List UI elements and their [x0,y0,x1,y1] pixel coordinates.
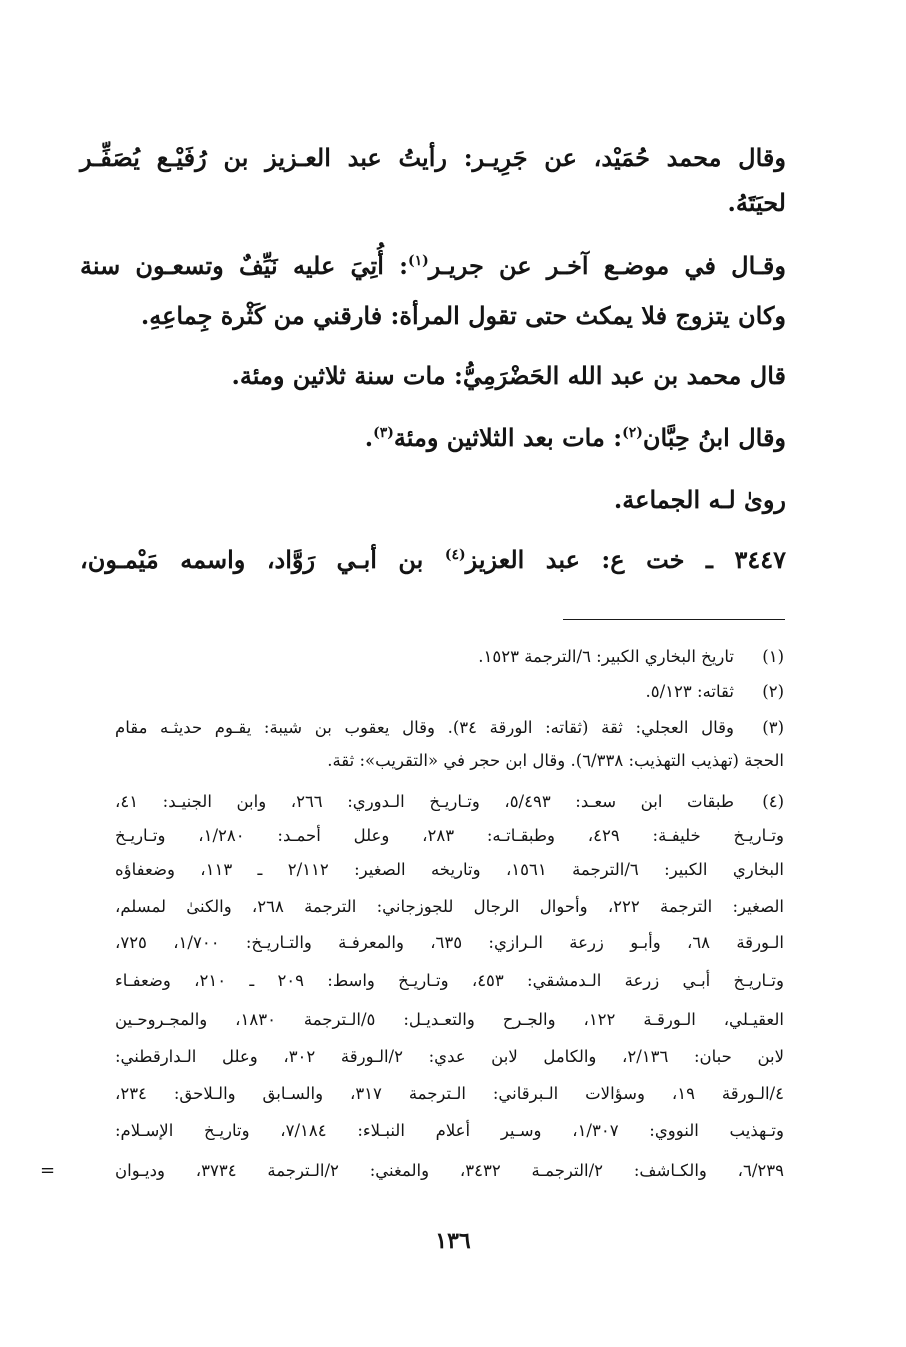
footnote-4-line: وتـاريـخ خليفـة: ٤٢٩، وطبقـاتـه: ٢٨٣، وعلل أحمـد: ١/٢٨٠، وتـاريـخ [115,826,785,845]
footnote-number-3: (٣) [762,718,784,737]
footnote-4-line: البخاري الكبير: ٦/الترجمة ١٥٦١، وتاريخه الصغير: ٢/١١٢ ـ ١١٣، وضعفاؤه [115,860,784,879]
footnote-1: تاريخ البخاري الكبير: ٦/الترجمة ١٥٢٣. [478,647,734,666]
footnote-ref-3: (٣) [373,425,394,441]
footnote-ref-1: (١) [407,253,429,269]
footnote-4-line: طبقات ابن سعـد: ٥/٤٩٣، وتـاريـخ الـدوري: ٢٦٦، وابن الجنيـد: ٤١، [115,792,734,811]
footnote-4-line: الـورقة ٦٨، وأبـو زرعة الـرازي: ٦٣٥، والمعرفـة والتـاريـخ: ١/٧٠٠، ٧٢٥، [115,933,785,952]
footnote-3-line-1: وقال العجلي: ثقة (ثقاته: الورقة ٣٤). وقال يعقوب بن شيبة: يقـوم حديثـه مقام [115,718,734,737]
footnote-4-line: العقيـلي، الـورقـة ١٢٢، والجـرح والتعـديـل: ٥/الـترجمة ١٨٣٠، والمجـروحـين [115,1010,785,1029]
footnote-divider [563,619,785,620]
footnote-4-line: وتـاريـخ أبـي زرعة الـدمشقي: ٤٥٣، وتـاريـخ واسط: ٢٠٩ ـ ٢١٠، وضعفـاء [115,971,784,990]
footnote-3-line-2: الحجة (تهذيب التهذيب: ٦/٣٣٨). وقال ابن حجر في «التقريب»: ثقة. [327,751,784,770]
footnote-2: ثقاته: ٥/١٢٣. [645,682,734,701]
footnote-number-1: (١) [762,647,784,666]
footnote-number-4: (٤) [762,792,784,811]
footnote-ref-2: (٢) [622,425,643,441]
page-number: ١٣٦ [435,1228,471,1254]
p4-text-c: . [364,423,374,452]
paragraph-3: قال محمد بن عبد الله الحَضْرَمِيُّ: مات سنة ثلاثين ومئة. [231,361,786,390]
entry-text-a: ٣٤٤٧ ـ خت ع: عبد العزيز [465,545,786,574]
entry-heading-3447 [80,540,786,580]
continuation-mark: = [40,1160,56,1181]
footnote-ref-4: (٤) [444,547,466,563]
p2-text-b: : أُتِيَ عليه نَيِّفٌ وتسعـون سنة [80,251,408,280]
p2-text-a: وقـال في موضـع آخـر عن جريـر [428,251,786,280]
entry-text-b: بن أبـي رَوَّاد، واسمه مَيْمـون، [80,545,445,574]
paragraph-2-line-2: وكان يتزوج فلا يمكث حتى تقول المرأة: فارقني من كَثْرة جِماعِهِ. [140,301,786,330]
p4-text-a: وقال ابنُ حِبَّان [642,423,786,452]
footnote-4-line: ٦/٢٣٩، والكـاشف: ٢/الترجمـة ٣٤٣٢، والمغني: ٢/الـترجمة ٣٧٣٤، وديـوان [115,1161,785,1180]
footnote-4-line: الصغير: الترجمة ٢٢٢، وأحوال الرجال للجوزجاني: الترجمة ٢٦٨، والكنىٰ لمسلم، [115,897,785,916]
footnote-4-line: ٤/الـورقة ١٩، وسؤالات الـبرقاني: الـترجمة ٣١٧، والسـابق والـلاحق: ٢٣٤، [115,1084,784,1103]
paragraph-4 [365,418,786,458]
p4-text-b: : مات بعد الثلاثين ومئة [393,423,623,452]
footnote-number-2: (٢) [762,682,784,701]
footnote-4-line: وتـهذيب النووي: ١/٣٠٧، وسـير أعلام النبـلاء: ٧/١٨٤، وتاريـخ الإسـلام: [115,1121,784,1140]
footnote-4-line: لابن حبان: ٢/١٣٦، والكامل لابن عدي: ٢/الـورقة ٣٠٢، وعلل الـدارقطني: [115,1047,785,1066]
paragraph-1-line-2: لحيَتَهُ. [727,188,786,217]
paragraph-5: روىٰ لـه الجماعة. [613,485,786,514]
paragraph-1-line-1: وقال محمد حُمَيْد، عن جَرِيـر: رأيتُ عبد العـزيز بن رُفَيْـع يُصَفِّـر [80,143,786,172]
paragraph-2-line-1 [80,246,786,286]
